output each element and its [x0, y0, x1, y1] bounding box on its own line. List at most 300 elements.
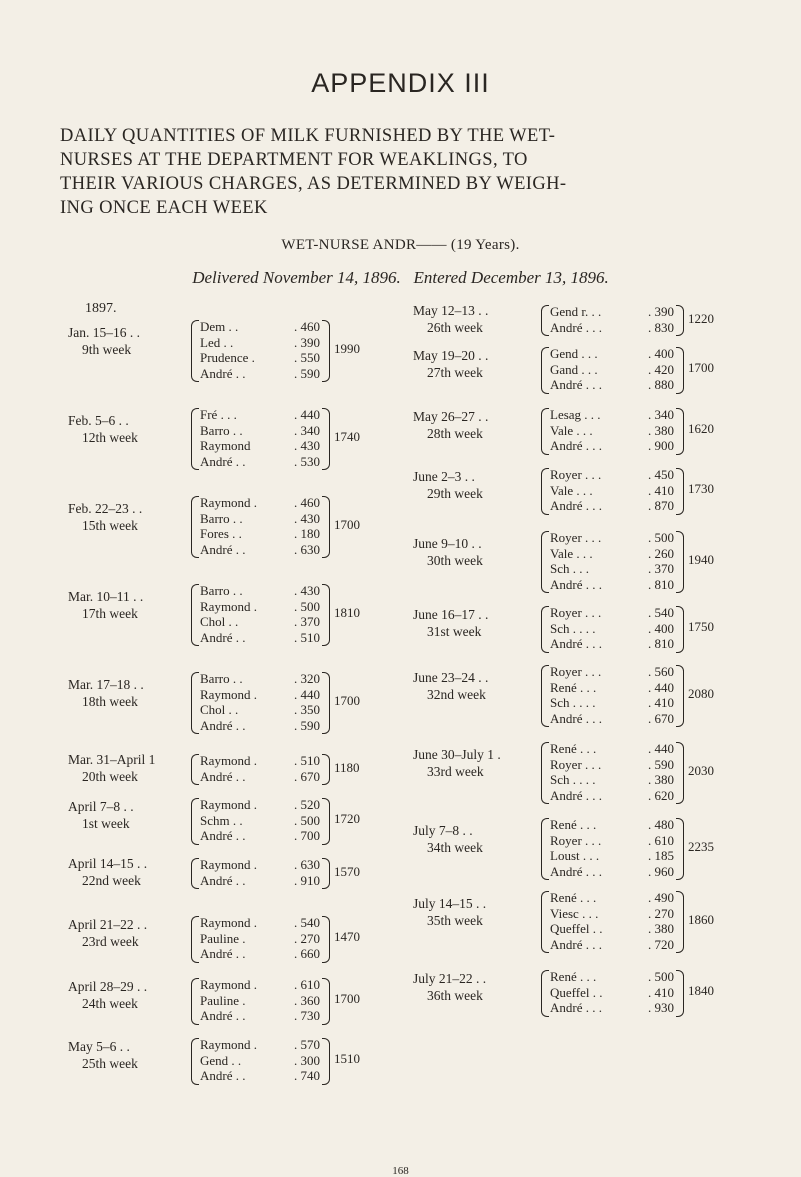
- milk-values: [628, 817, 674, 879]
- period-week: 1st week: [82, 816, 130, 831]
- milk-quantity: . 270: [648, 905, 674, 921]
- nurse-names: [200, 407, 251, 469]
- nurse-name: René . . .: [550, 890, 597, 905]
- daily-total: 1720: [334, 811, 360, 827]
- period-week: 9th week: [82, 342, 132, 357]
- milk-quantity: . 430: [294, 510, 320, 526]
- milk-values: [628, 969, 674, 1016]
- nurse-name: André . . .: [550, 319, 602, 335]
- milk-entry: [68, 318, 358, 398]
- entry-period: [68, 798, 134, 832]
- right-brace: [676, 531, 684, 593]
- nurse-name: André . . .: [550, 576, 602, 592]
- nurse-names: [200, 915, 257, 962]
- nurse-name: André . . .: [550, 863, 602, 879]
- entry-period: [68, 855, 147, 889]
- nurse-name: Vale . . .: [550, 482, 593, 498]
- milk-quantity: . 500: [294, 812, 320, 828]
- milk-quantity: . 590: [294, 717, 320, 733]
- milk-quantity: . 810: [648, 576, 674, 592]
- nurse-names: [550, 346, 602, 393]
- milk-quantity: . 900: [648, 438, 674, 453]
- nurse-name: Vale . . .: [550, 422, 593, 438]
- left-brace: [191, 496, 199, 558]
- nurse-names: [550, 890, 602, 952]
- milk-quantity: . 550: [294, 350, 320, 365]
- milk-values: [274, 671, 320, 733]
- nurse-name: André . .: [200, 629, 246, 645]
- nurse-name: Royer . . .: [550, 832, 602, 848]
- nurse-names: [550, 530, 602, 592]
- milk-entry: [68, 1036, 358, 1116]
- period-dates: Feb. 5–6 . .: [68, 413, 129, 428]
- left-brace: [191, 320, 199, 382]
- nurse-name: André . . .: [550, 377, 602, 392]
- page-number: 168: [392, 1165, 409, 1177]
- right-brace: [322, 754, 330, 785]
- milk-entry: [68, 406, 358, 486]
- milk-quantity: . 500: [648, 969, 674, 984]
- milk-quantity: . 610: [294, 977, 320, 992]
- nurse-name: André . . .: [550, 636, 602, 651]
- period-dates: April 21–22 . .: [68, 917, 148, 932]
- daily-total: 1700: [688, 360, 714, 376]
- period-week: 24th week: [82, 996, 138, 1011]
- milk-quantity: . 660: [294, 946, 320, 961]
- milk-quantity: . 540: [294, 915, 320, 930]
- daily-total: 1810: [334, 605, 360, 620]
- entry-period: [413, 468, 483, 502]
- milk-values: [274, 857, 320, 888]
- heading-line: DAILY QUANTITIES OF MILK FURNISHED BY THE WET-: [60, 126, 556, 146]
- milk-quantity: . 930: [648, 1000, 674, 1015]
- left-brace: [541, 468, 549, 515]
- right-brace: [676, 665, 684, 727]
- milk-quantity: . 440: [294, 407, 320, 422]
- entry-period: [68, 978, 147, 1012]
- nurse-name: René . . .: [550, 679, 597, 695]
- left-brace: [541, 665, 549, 727]
- left-brace: [191, 584, 199, 646]
- period-week: 28th week: [427, 426, 483, 441]
- nurse-name: André . .: [200, 453, 246, 469]
- nurse-name: Pauline .: [200, 930, 246, 946]
- period-week: 33rd week: [427, 764, 484, 779]
- daily-total: 2080: [688, 686, 714, 701]
- nurse-name: Royer . . .: [550, 467, 602, 482]
- nurse-name: Raymond .: [200, 977, 258, 992]
- nurse-name: André . .: [200, 1068, 246, 1083]
- period-dates: Jan. 15–16 . .: [68, 325, 140, 340]
- nurse-name: Fores . .: [200, 526, 242, 541]
- nurse-name: Dem . .: [200, 319, 239, 334]
- right-brace: [676, 606, 684, 653]
- period-dates: Feb. 22–23 . .: [68, 501, 143, 516]
- right-brace: [676, 970, 684, 1017]
- nurse-name: Loust . . .: [550, 848, 600, 863]
- milk-quantity: . 440: [648, 741, 674, 756]
- nurse-name: Viesc . . .: [550, 905, 599, 921]
- milk-quantity: . 590: [648, 756, 674, 772]
- left-brace: [541, 818, 549, 880]
- nurse-names: [550, 467, 602, 514]
- left-brace: [191, 858, 199, 889]
- wet-nurse-line: WET-NURSE ANDR—— (19 Years).: [281, 237, 520, 253]
- daily-total: 1700: [334, 693, 360, 708]
- milk-values: [274, 495, 320, 557]
- entry-period: [413, 347, 488, 381]
- period-week: 25th week: [82, 1056, 138, 1071]
- period-week: 26th week: [427, 320, 483, 335]
- milk-values: [628, 741, 674, 803]
- nurse-names: [200, 583, 257, 645]
- entry-period: [68, 751, 155, 785]
- right-brace: [676, 891, 684, 953]
- right-brace: [322, 584, 330, 646]
- nurse-name: André . .: [200, 717, 246, 733]
- period-dates: June 16–17 . .: [413, 607, 489, 622]
- milk-quantity: . 380: [648, 422, 674, 438]
- nurse-name: Royer . . .: [550, 756, 602, 772]
- left-brace: [541, 347, 549, 394]
- milk-quantity: . 360: [294, 992, 320, 1008]
- nurse-name: Raymond .: [200, 915, 258, 930]
- entry-period: [68, 588, 143, 622]
- period-week: 34th week: [427, 840, 483, 855]
- period-dates: June 23–24 . .: [413, 670, 489, 685]
- milk-entry: [413, 663, 713, 743]
- period-week: 12th week: [82, 430, 138, 445]
- milk-quantity: . 960: [648, 863, 674, 879]
- daily-total: 1700: [334, 517, 360, 532]
- nurse-name: René . . .: [550, 741, 597, 756]
- right-brace: [676, 818, 684, 880]
- nurse-name: André . .: [200, 946, 246, 961]
- nurse-name: Chol . .: [200, 702, 239, 717]
- milk-quantity: . 610: [648, 832, 674, 848]
- entry-period: [68, 676, 144, 710]
- milk-quantity: . 480: [648, 817, 674, 832]
- entry-period: [68, 412, 138, 446]
- entry-period: [413, 535, 483, 569]
- milk-values: [628, 304, 674, 335]
- daily-total: 1180: [334, 759, 360, 775]
- right-brace: [676, 347, 684, 394]
- nurse-name: André . . .: [550, 787, 602, 803]
- period-dates: April 14–15 . .: [68, 856, 148, 871]
- nurse-name: Queffel . .: [550, 921, 603, 936]
- right-brace: [322, 672, 330, 734]
- nurse-name: Pauline .: [200, 992, 246, 1008]
- nurse-name: Lesag . . .: [550, 407, 601, 422]
- nurse-names: [200, 797, 257, 844]
- left-brace: [541, 408, 549, 455]
- nurse-name: Barro . .: [200, 422, 243, 438]
- nurse-names: [550, 605, 602, 652]
- nurse-name: René . . .: [550, 817, 597, 832]
- nurse-name: André . . .: [550, 438, 602, 453]
- period-week: 35th week: [427, 913, 483, 928]
- left-brace: [541, 891, 549, 953]
- nurse-name: Raymond .: [200, 753, 258, 768]
- period-week: 22nd week: [82, 873, 141, 888]
- daily-total: 1470: [334, 929, 360, 945]
- period-dates: April 7–8 . .: [68, 799, 134, 814]
- milk-quantity: . 460: [294, 319, 320, 334]
- period-dates: Mar. 10–11 . .: [68, 589, 144, 604]
- milk-quantity: . 500: [294, 598, 320, 614]
- milk-quantity: . 670: [294, 768, 320, 784]
- nurse-name: Royer . . .: [550, 530, 602, 545]
- nurse-name: Prudence .: [200, 350, 255, 365]
- nurse-name: André . .: [200, 872, 246, 888]
- left-brace: [191, 672, 199, 734]
- milk-quantity: . 810: [648, 636, 674, 651]
- period-week: 36th week: [427, 988, 483, 1003]
- milk-quantity: . 560: [648, 664, 674, 679]
- milk-values: [274, 977, 320, 1024]
- nurse-name: Sch . . .: [550, 561, 589, 576]
- entry-period: [413, 408, 488, 442]
- nurse-names: [200, 495, 257, 557]
- daily-total: 1840: [688, 983, 714, 999]
- milk-quantity: . 440: [648, 679, 674, 695]
- daily-total: 1570: [334, 863, 360, 879]
- milk-entry: [413, 968, 713, 1048]
- milk-quantity: . 430: [294, 583, 320, 598]
- daily-total: 1740: [334, 429, 360, 444]
- milk-values: [274, 915, 320, 962]
- nurse-names: [200, 857, 257, 888]
- nurse-name: Raymond .: [200, 857, 258, 872]
- period-dates: July 7–8 . .: [413, 823, 473, 838]
- table-heading: [60, 124, 750, 220]
- dates-line: [0, 268, 801, 288]
- nurse-names: [550, 817, 602, 879]
- period-week: 30th week: [427, 553, 483, 568]
- milk-quantity: . 870: [648, 498, 674, 513]
- milk-quantity: . 630: [294, 541, 320, 557]
- milk-quantity: . 490: [648, 890, 674, 905]
- period-week: 27th week: [427, 365, 483, 380]
- milk-quantity: . 370: [294, 614, 320, 629]
- nurse-name: Gend . . .: [550, 346, 598, 361]
- daily-total: 1990: [334, 341, 360, 356]
- nurse-name: Barro . .: [200, 671, 243, 686]
- nurse-name: Gend r. . .: [550, 304, 602, 319]
- daily-total: 1700: [334, 991, 360, 1007]
- entered-date: Entered December 13, 1896.: [413, 268, 609, 287]
- milk-quantity: . 380: [648, 921, 674, 936]
- milk-quantity: . 510: [294, 629, 320, 645]
- milk-quantity: . 450: [648, 467, 674, 482]
- nurse-name: André . . .: [550, 710, 602, 726]
- left-brace: [541, 742, 549, 804]
- milk-quantity: . 540: [648, 605, 674, 620]
- nurse-name: André . .: [200, 768, 246, 784]
- milk-quantity: . 410: [648, 984, 674, 1000]
- nurse-name: Sch . . . .: [550, 695, 596, 710]
- daily-total: 1860: [688, 912, 714, 927]
- milk-entry: [68, 494, 358, 574]
- milk-quantity: . 430: [294, 438, 320, 453]
- heading-line: THEIR VARIOUS CHARGES, AS DETERMINED BY WEIGH-: [60, 174, 567, 194]
- entry-period: [413, 970, 486, 1004]
- milk-values: [628, 664, 674, 726]
- period-dates: May 19–20 . .: [413, 348, 489, 363]
- left-brace: [191, 798, 199, 845]
- milk-quantity: . 530: [294, 453, 320, 469]
- nurse-name: Fré . . .: [200, 407, 237, 422]
- right-brace: [322, 1038, 330, 1085]
- nurse-name: Raymond: [200, 438, 251, 453]
- left-brace: [541, 606, 549, 653]
- nurse-name: Gand . . .: [550, 361, 598, 377]
- milk-values: [628, 346, 674, 393]
- daily-total: 2235: [688, 839, 714, 854]
- daily-total: 1730: [688, 481, 714, 497]
- period-dates: Mar. 17–18 . .: [68, 677, 144, 692]
- entry-period: [68, 500, 142, 534]
- daily-total: 1220: [688, 310, 714, 326]
- milk-entry: [68, 582, 358, 662]
- entry-period: [68, 1038, 138, 1072]
- entry-period: [413, 895, 486, 929]
- milk-values: [274, 797, 320, 844]
- left-brace: [191, 1038, 199, 1085]
- right-brace: [676, 305, 684, 336]
- nurse-name: Raymond .: [200, 1037, 258, 1052]
- nurse-names: [200, 977, 257, 1024]
- period-week: 32nd week: [427, 687, 486, 702]
- nurse-name: René . . .: [550, 969, 597, 984]
- right-brace: [322, 978, 330, 1025]
- nurse-name: Led . .: [200, 334, 234, 350]
- right-brace: [322, 496, 330, 558]
- milk-quantity: . 880: [648, 377, 674, 392]
- period-week: 29th week: [427, 486, 483, 501]
- milk-quantity: . 370: [648, 561, 674, 576]
- entry-period: [413, 746, 501, 780]
- milk-values: [274, 1037, 320, 1084]
- nurse-name: André . .: [200, 828, 246, 843]
- milk-quantity: . 390: [294, 334, 320, 350]
- milk-quantity: . 390: [648, 304, 674, 319]
- milk-quantity: . 700: [294, 828, 320, 843]
- period-week: 31st week: [427, 624, 482, 639]
- milk-quantity: . 440: [294, 686, 320, 702]
- left-brace: [191, 978, 199, 1025]
- milk-quantity: . 620: [648, 787, 674, 803]
- left-brace: [541, 531, 549, 593]
- nurse-name: Raymond .: [200, 495, 258, 510]
- period-dates: May 12–13 . .: [413, 303, 489, 318]
- nurse-name: André . .: [200, 541, 246, 557]
- period-dates: July 14–15 . .: [413, 896, 487, 911]
- entry-period: [413, 302, 488, 336]
- daily-total: 1750: [688, 619, 714, 635]
- milk-quantity: . 340: [294, 422, 320, 438]
- period-week: 17th week: [82, 606, 138, 621]
- period-dates: July 21–22 . .: [413, 971, 487, 986]
- nurse-name: Barro . .: [200, 510, 243, 526]
- nurse-name: Sch . . . .: [550, 620, 596, 636]
- right-brace: [676, 468, 684, 515]
- heading-line: NURSES AT THE DEPARTMENT FOR WEAKLINGS, TO: [60, 150, 528, 170]
- period-week: 15th week: [82, 518, 138, 533]
- nurse-name: Royer . . .: [550, 605, 602, 620]
- heading-line: ING ONCE EACH WEEK: [60, 198, 268, 218]
- milk-values: [628, 605, 674, 652]
- right-brace: [322, 858, 330, 889]
- period-dates: Mar. 31–April 1: [68, 752, 156, 767]
- entry-period: [413, 822, 483, 856]
- nurse-names: [550, 664, 602, 726]
- milk-quantity: . 520: [294, 797, 320, 812]
- nurse-names: [550, 741, 602, 803]
- milk-quantity: . 380: [648, 772, 674, 787]
- nurse-name: Raymond .: [200, 598, 258, 614]
- period-week: 18th week: [82, 694, 138, 709]
- milk-values: [274, 753, 320, 784]
- left-brace: [541, 305, 549, 336]
- milk-quantity: . 910: [294, 872, 320, 888]
- period-dates: May 5–6 . .: [68, 1039, 130, 1054]
- nurse-name: Sch . . . .: [550, 772, 596, 787]
- daily-total: 1510: [334, 1051, 360, 1067]
- left-brace: [191, 754, 199, 785]
- milk-quantity: . 320: [294, 671, 320, 686]
- milk-quantity: . 630: [294, 857, 320, 872]
- nurse-names: [200, 671, 257, 733]
- nurse-name: Raymond .: [200, 797, 258, 812]
- milk-quantity: . 300: [294, 1052, 320, 1068]
- entry-period: [68, 324, 140, 358]
- milk-quantity: . 350: [294, 702, 320, 717]
- period-dates: June 30–July 1 .: [413, 747, 501, 762]
- milk-values: [628, 467, 674, 514]
- milk-entry: [413, 816, 713, 896]
- milk-quantity: . 500: [648, 530, 674, 545]
- nurse-name: Raymond .: [200, 686, 258, 702]
- milk-values: [628, 890, 674, 952]
- daily-total: 2030: [688, 763, 714, 778]
- milk-quantity: . 400: [648, 620, 674, 636]
- milk-quantity: . 730: [294, 1008, 320, 1023]
- milk-quantity: . 510: [294, 753, 320, 768]
- nurse-name: André . . .: [550, 498, 602, 513]
- right-brace: [676, 742, 684, 804]
- nurse-names: [550, 304, 602, 335]
- milk-quantity: . 410: [648, 482, 674, 498]
- period-dates: April 28–29 . .: [68, 979, 148, 994]
- nurse-name: Queffel . .: [550, 984, 603, 1000]
- left-brace: [191, 916, 199, 963]
- milk-values: [628, 407, 674, 454]
- nurse-name: Chol . .: [200, 614, 239, 629]
- right-brace: [322, 916, 330, 963]
- milk-quantity: . 260: [648, 545, 674, 561]
- entry-period: [68, 916, 147, 950]
- nurse-names: [200, 753, 257, 784]
- left-brace: [541, 970, 549, 1017]
- milk-quantity: . 180: [294, 526, 320, 541]
- nurse-name: André . .: [200, 365, 246, 381]
- milk-quantity: . 460: [294, 495, 320, 510]
- milk-quantity: . 420: [648, 361, 674, 377]
- nurse-names: [200, 319, 255, 381]
- nurse-name: Barro . .: [200, 583, 243, 598]
